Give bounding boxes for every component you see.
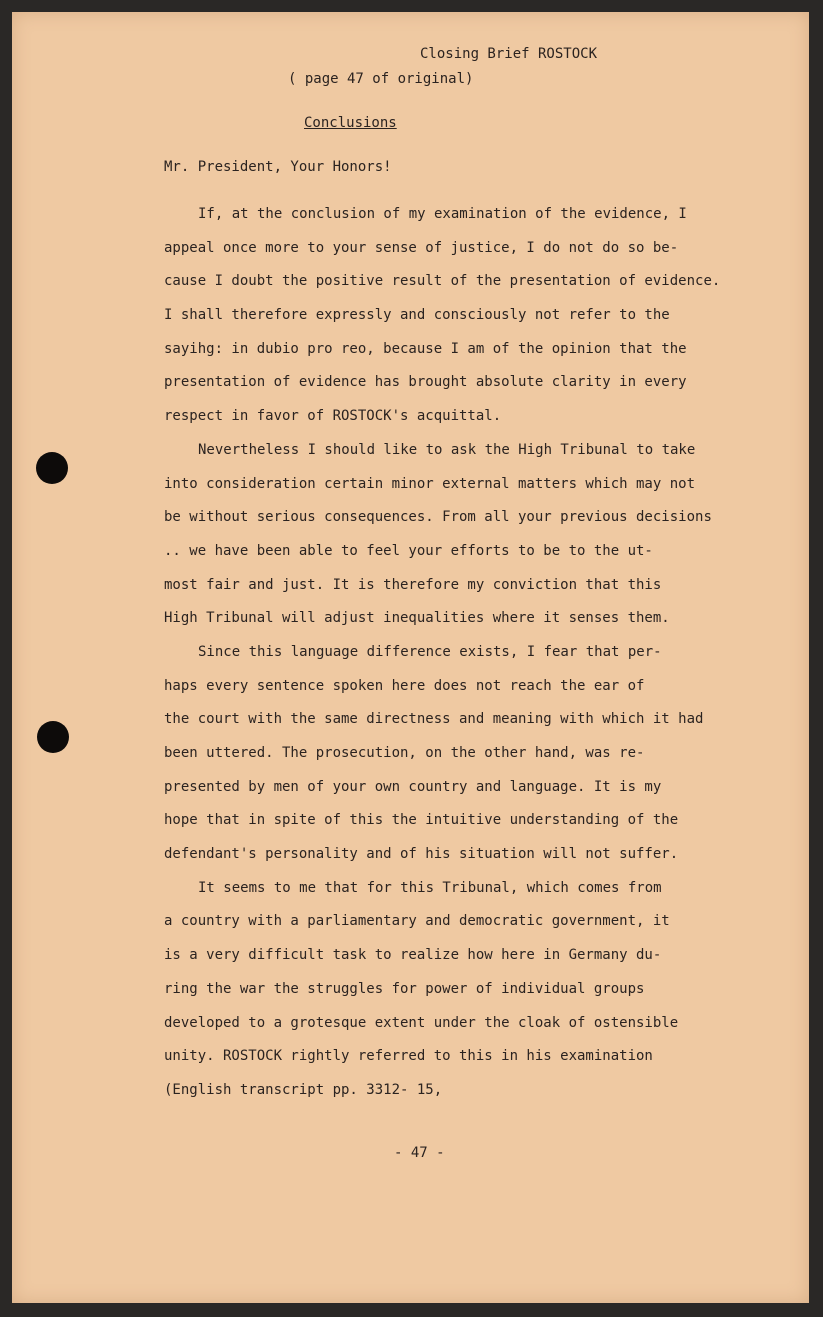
original-page-reference: ( page 47 of original) [288,71,474,87]
text-line: presentation of evidence has brought absolute clarity in every [164,374,687,391]
text-line: presented by men of your own country and language. It is my [164,778,662,795]
text-line: is a very difficult task to realize how here in Germany du- [164,947,662,964]
text-line: appeal once more to your sense of justice, I do not do so be- [164,239,679,256]
text-line: I shall therefore expressly and consciously not refer to the [164,307,670,324]
paragraph-3 [164,642,804,878]
text-line: most fair and just. It is therefore my conviction that this [164,576,662,593]
text-line: It seems to me that for this Tribunal, which comes from [198,879,662,896]
text-line: unity. ROSTOCK rightly referred to this in his examination [164,1048,653,1065]
text-line: ring the war the struggles for power of individual groups [164,980,645,997]
text-line: haps every sentence spoken here does not reach the ear of [164,677,645,694]
text-line: cause I doubt the positive result of the presentation of evidence. [164,273,721,290]
text-line: the court with the same directness and meaning with which it had [164,711,704,728]
text-line: Nevertheless I should like to ask the High Tribunal to take [198,441,696,458]
paragraph-2 [164,440,804,642]
text-line: be without serious consequences. From all your previous decisions [164,509,712,526]
page-number: - 47 - [394,1145,445,1161]
text-line: sayihg: in dubio pro reo, because I am of the opinion that the [164,340,687,357]
text-line: a country with a parliamentary and democratic government, it [164,913,670,930]
text-line: into consideration certain minor external matters which may not [164,475,696,492]
text-line: hope that in spite of this the intuitive understanding of the [164,812,679,829]
document-title: Closing Brief ROSTOCK [420,46,598,62]
paragraph-4 [164,878,804,1114]
text-line: Since this language difference exists, I fear that per- [198,643,662,660]
body-text [164,204,804,1114]
text-line: defendant's personality and of his situation will not suffer. [164,846,679,863]
text-line: developed to a grotesque extent under the cloak of ostensible [164,1014,679,1031]
punch-hole-bottom [37,721,69,753]
paragraph-1 [164,204,804,440]
text-line: High Tribunal will adjust inequalities where it senses them. [164,610,670,627]
salutation: Mr. President, Your Honors! [164,159,392,175]
punch-hole-top [36,452,68,484]
section-heading: Conclusions [304,115,397,131]
text-line: respect in favor of ROSTOCK's acquittal. [164,408,502,425]
document-page [12,12,809,1303]
text-line: If, at the conclusion of my examination of the evidence, I [198,206,687,222]
text-line: been uttered. The prosecution, on the other hand, was re- [164,745,645,761]
text-line: .. we have been able to feel your efforts to be to the ut- [164,542,653,559]
text-line: (English transcript pp. 3312- 15, [164,1081,443,1098]
